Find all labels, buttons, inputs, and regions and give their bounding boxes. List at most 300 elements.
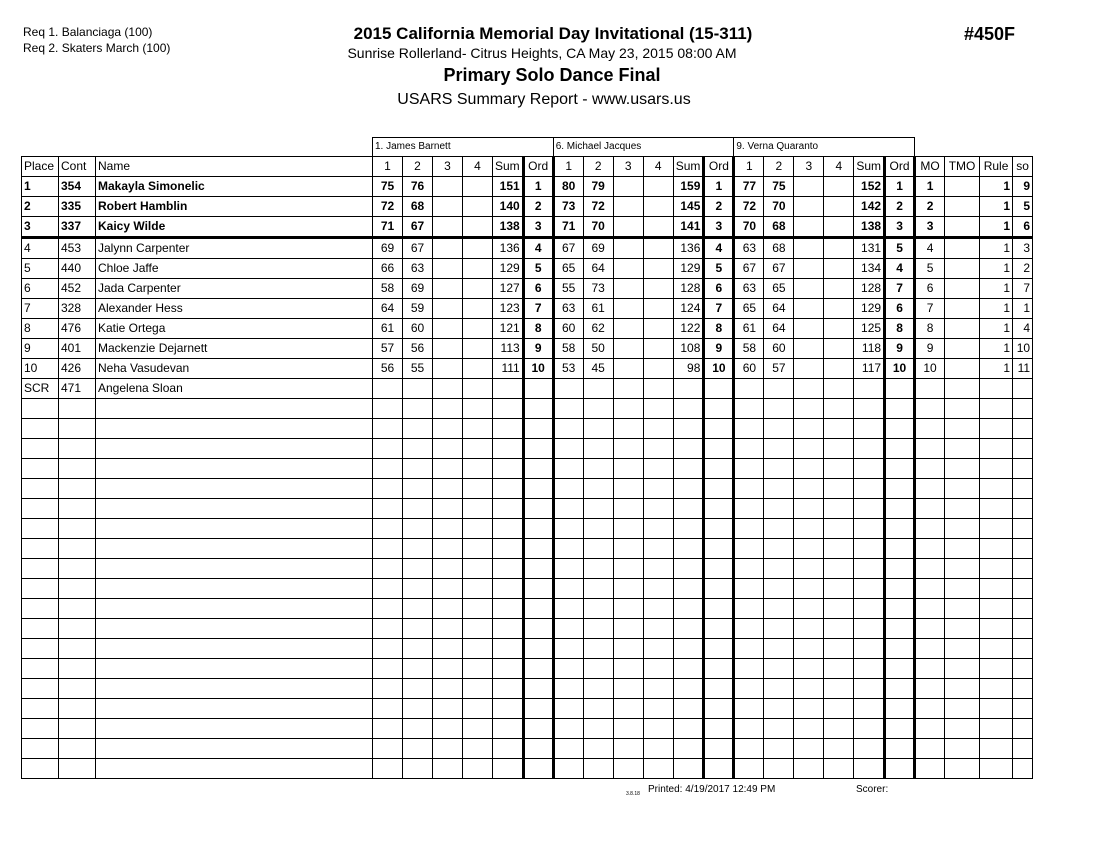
empty-cell xyxy=(583,539,613,559)
column-header-row xyxy=(22,157,1033,177)
empty-cell xyxy=(945,639,980,659)
empty-cell xyxy=(433,399,463,419)
empty-cell xyxy=(643,699,673,719)
empty-cell xyxy=(493,499,524,519)
score-cell xyxy=(433,238,463,259)
score-cell xyxy=(463,299,493,319)
empty-cell xyxy=(643,479,673,499)
empty-cell xyxy=(22,759,59,779)
place-cell: 7 xyxy=(22,299,59,319)
score-cell xyxy=(613,359,643,379)
empty-cell xyxy=(433,719,463,739)
empty-cell xyxy=(980,479,1013,499)
column-header: Name xyxy=(96,157,373,177)
sum-cell: 136 xyxy=(673,238,704,259)
score-cell xyxy=(463,259,493,279)
event-number: #450F xyxy=(964,24,1016,44)
score-cell xyxy=(613,197,643,217)
empty-cell xyxy=(794,559,824,579)
empty-cell xyxy=(22,659,59,679)
empty-cell xyxy=(854,579,885,599)
sum-cell: 152 xyxy=(854,177,885,197)
mo-cell: 10 xyxy=(915,359,945,379)
score-cell xyxy=(794,238,824,259)
score-cell: 75 xyxy=(764,177,794,197)
ordinal-cell: 1 xyxy=(704,177,734,197)
empty-cell xyxy=(764,479,794,499)
empty-cell xyxy=(643,459,673,479)
empty-cell xyxy=(59,579,96,599)
empty-cell xyxy=(980,619,1013,639)
empty-cell xyxy=(96,459,373,479)
empty-cell xyxy=(22,639,59,659)
empty-cell xyxy=(96,579,373,599)
empty-cell xyxy=(59,759,96,779)
sum-cell xyxy=(493,379,524,399)
empty-cell xyxy=(463,559,493,579)
empty-cell xyxy=(794,759,824,779)
empty-cell xyxy=(824,479,854,499)
empty-cell xyxy=(885,419,915,439)
report-subtitle: USARS Summary Report - www.usars.us xyxy=(397,91,691,108)
sum-cell xyxy=(673,379,704,399)
sum-cell: 117 xyxy=(854,359,885,379)
tmo-cell xyxy=(945,319,980,339)
score-cell xyxy=(433,319,463,339)
empty-cell xyxy=(59,459,96,479)
empty-cell xyxy=(885,439,915,459)
column-header: 1 xyxy=(553,157,583,177)
place-cell: 6 xyxy=(22,279,59,299)
empty-cell xyxy=(493,419,524,439)
empty-cell xyxy=(613,699,643,719)
score-cell: 68 xyxy=(764,217,794,238)
sum-cell: 129 xyxy=(673,259,704,279)
empty-cell xyxy=(59,479,96,499)
mo-cell: 3 xyxy=(915,217,945,238)
ordinal-cell: 7 xyxy=(704,299,734,319)
empty-cell xyxy=(824,679,854,699)
skater-name-cell: Mackenzie Dejarnett xyxy=(96,339,373,359)
empty-cell xyxy=(673,579,704,599)
empty-cell xyxy=(643,399,673,419)
empty-cell xyxy=(433,759,463,779)
empty-cell xyxy=(96,439,373,459)
empty-cell xyxy=(854,459,885,479)
so-cell: 7 xyxy=(1013,279,1033,299)
empty-cell xyxy=(980,419,1013,439)
empty-cell xyxy=(734,759,764,779)
empty-cell xyxy=(583,719,613,739)
empty-cell xyxy=(673,559,704,579)
empty-cell xyxy=(673,619,704,639)
score-cell xyxy=(794,279,824,299)
empty-cell xyxy=(885,659,915,679)
empty-cell xyxy=(704,759,734,779)
empty-cell xyxy=(945,699,980,719)
score-cell: 72 xyxy=(583,197,613,217)
empty-cell xyxy=(613,559,643,579)
empty-cell xyxy=(1013,399,1033,419)
contestant-number-cell: 328 xyxy=(59,299,96,319)
mo-cell: 6 xyxy=(915,279,945,299)
empty-cell xyxy=(403,399,433,419)
empty-cell xyxy=(673,739,704,759)
empty-cell xyxy=(704,719,734,739)
empty-cell xyxy=(22,619,59,639)
table-row xyxy=(22,279,1033,299)
empty-cell xyxy=(373,699,403,719)
sum-cell: 140 xyxy=(493,197,524,217)
empty-cell xyxy=(523,459,553,479)
empty-cell xyxy=(59,499,96,519)
sum-cell: 159 xyxy=(673,177,704,197)
ordinal-cell: 8 xyxy=(885,319,915,339)
sum-cell: 123 xyxy=(493,299,524,319)
empty-cell xyxy=(945,499,980,519)
empty-cell xyxy=(704,659,734,679)
rule-cell: 1 xyxy=(980,359,1013,379)
empty-row xyxy=(22,699,1033,719)
empty-cell xyxy=(373,719,403,739)
empty-row xyxy=(22,559,1033,579)
empty-cell xyxy=(59,539,96,559)
score-cell: 66 xyxy=(373,259,403,279)
score-cell: 57 xyxy=(764,359,794,379)
empty-cell xyxy=(1013,479,1033,499)
empty-cell xyxy=(583,759,613,779)
empty-cell xyxy=(980,559,1013,579)
empty-cell xyxy=(613,639,643,659)
empty-cell xyxy=(583,479,613,499)
empty-cell xyxy=(373,539,403,559)
empty-cell xyxy=(673,759,704,779)
score-cell: 64 xyxy=(583,259,613,279)
score-cell: 64 xyxy=(764,319,794,339)
empty-cell xyxy=(1013,539,1033,559)
empty-cell xyxy=(1013,699,1033,719)
empty-cell xyxy=(1013,559,1033,579)
column-header: TMO xyxy=(945,157,980,177)
empty-cell xyxy=(373,419,403,439)
score-cell: 63 xyxy=(734,279,764,299)
ordinal-cell: 4 xyxy=(704,238,734,259)
score-cell xyxy=(824,197,854,217)
empty-cell xyxy=(734,499,764,519)
empty-cell xyxy=(673,679,704,699)
empty-cell xyxy=(794,439,824,459)
empty-cell xyxy=(553,639,583,659)
score-cell: 73 xyxy=(553,197,583,217)
sum-cell: 108 xyxy=(673,339,704,359)
empty-cell xyxy=(885,559,915,579)
mo-cell: 9 xyxy=(915,339,945,359)
empty-row xyxy=(22,579,1033,599)
empty-cell xyxy=(854,699,885,719)
empty-cell xyxy=(854,759,885,779)
score-cell xyxy=(643,197,673,217)
empty-row xyxy=(22,599,1033,619)
empty-row xyxy=(22,739,1033,759)
empty-cell xyxy=(373,439,403,459)
judge-6-name: 6. Michael Jacques xyxy=(553,138,734,157)
empty-cell xyxy=(433,659,463,679)
so-cell: 11 xyxy=(1013,359,1033,379)
score-cell: 73 xyxy=(583,279,613,299)
printed-stamp: Printed: 4/19/2017 12:49 PM xyxy=(648,784,776,795)
empty-cell xyxy=(22,399,59,419)
score-cell: 64 xyxy=(764,299,794,319)
place-cell: 3 xyxy=(22,217,59,238)
score-cell: 67 xyxy=(764,259,794,279)
score-cell xyxy=(643,299,673,319)
empty-cell xyxy=(59,559,96,579)
sum-cell: 111 xyxy=(493,359,524,379)
score-cell xyxy=(553,379,583,399)
empty-cell xyxy=(794,639,824,659)
empty-cell xyxy=(643,539,673,559)
empty-cell xyxy=(980,739,1013,759)
score-cell: 70 xyxy=(734,217,764,238)
tmo-cell xyxy=(945,299,980,319)
empty-cell xyxy=(1013,739,1033,759)
empty-cell xyxy=(493,659,524,679)
empty-cell xyxy=(885,459,915,479)
empty-cell xyxy=(96,699,373,719)
empty-row xyxy=(22,659,1033,679)
empty-cell xyxy=(403,419,433,439)
empty-cell xyxy=(523,679,553,699)
empty-cell xyxy=(493,519,524,539)
empty-cell xyxy=(523,639,553,659)
empty-cell xyxy=(493,399,524,419)
score-cell xyxy=(433,279,463,299)
empty-cell xyxy=(373,399,403,419)
empty-cell xyxy=(885,619,915,639)
empty-cell xyxy=(673,499,704,519)
empty-cell xyxy=(403,579,433,599)
rule-cell: 1 xyxy=(980,279,1013,299)
empty-row xyxy=(22,719,1033,739)
empty-cell xyxy=(523,519,553,539)
empty-cell xyxy=(980,519,1013,539)
contestant-number-cell: 335 xyxy=(59,197,96,217)
empty-cell xyxy=(613,479,643,499)
score-cell xyxy=(794,197,824,217)
empty-cell xyxy=(915,719,945,739)
empty-cell xyxy=(493,459,524,479)
empty-cell xyxy=(583,519,613,539)
empty-cell xyxy=(433,459,463,479)
ordinal-cell: 10 xyxy=(885,359,915,379)
empty-cell xyxy=(734,659,764,679)
score-cell xyxy=(794,339,824,359)
empty-cell xyxy=(915,499,945,519)
ordinal-cell: 7 xyxy=(523,299,553,319)
empty-cell xyxy=(463,599,493,619)
table-row xyxy=(22,238,1033,259)
empty-row xyxy=(22,519,1033,539)
so-cell: 9 xyxy=(1013,177,1033,197)
score-cell: 71 xyxy=(373,217,403,238)
score-cell: 45 xyxy=(583,359,613,379)
empty-cell xyxy=(945,679,980,699)
empty-cell xyxy=(704,499,734,519)
empty-cell xyxy=(643,679,673,699)
judge-9-name: 9. Verna Quaranto xyxy=(734,138,915,157)
empty-cell xyxy=(945,519,980,539)
empty-cell xyxy=(980,539,1013,559)
empty-cell xyxy=(433,639,463,659)
skater-name-cell: Neha Vasudevan xyxy=(96,359,373,379)
score-cell: 69 xyxy=(373,238,403,259)
empty-cell xyxy=(96,479,373,499)
score-cell xyxy=(613,217,643,238)
empty-cell xyxy=(613,459,643,479)
score-cell: 58 xyxy=(553,339,583,359)
empty-cell xyxy=(553,719,583,739)
empty-cell xyxy=(885,599,915,619)
empty-cell xyxy=(704,679,734,699)
score-cell xyxy=(643,217,673,238)
score-cell: 71 xyxy=(553,217,583,238)
empty-cell xyxy=(734,539,764,559)
empty-cell xyxy=(854,719,885,739)
place-cell: 5 xyxy=(22,259,59,279)
score-cell xyxy=(794,259,824,279)
score-cell xyxy=(824,259,854,279)
empty-cell xyxy=(22,499,59,519)
empty-cell xyxy=(463,699,493,719)
empty-cell xyxy=(915,619,945,639)
empty-cell xyxy=(734,719,764,739)
empty-cell xyxy=(764,659,794,679)
skater-name-cell: Katie Ortega xyxy=(96,319,373,339)
judge-1-name: 1. James Barnett xyxy=(373,138,554,157)
score-cell xyxy=(824,238,854,259)
empty-cell xyxy=(980,599,1013,619)
empty-cell xyxy=(854,419,885,439)
empty-cell xyxy=(433,479,463,499)
empty-cell xyxy=(824,659,854,679)
rule-cell: 1 xyxy=(980,197,1013,217)
score-cell xyxy=(643,339,673,359)
empty-cell xyxy=(96,739,373,759)
empty-cell xyxy=(59,519,96,539)
empty-cell xyxy=(463,439,493,459)
empty-cell xyxy=(433,559,463,579)
ordinal-cell: 5 xyxy=(523,259,553,279)
ordinal-cell: 2 xyxy=(885,197,915,217)
empty-cell xyxy=(403,459,433,479)
empty-cell xyxy=(373,559,403,579)
empty-cell xyxy=(373,679,403,699)
empty-cell xyxy=(1013,459,1033,479)
sum-cell: 128 xyxy=(854,279,885,299)
skater-name-cell: Alexander Hess xyxy=(96,299,373,319)
version-stamp: 3.8.18 xyxy=(626,791,640,797)
column-header: 2 xyxy=(764,157,794,177)
table-row xyxy=(22,319,1033,339)
empty-cell xyxy=(704,639,734,659)
empty-cell xyxy=(433,599,463,619)
empty-cell xyxy=(673,699,704,719)
sum-cell: 136 xyxy=(493,238,524,259)
empty-cell xyxy=(734,459,764,479)
empty-cell xyxy=(643,599,673,619)
score-cell xyxy=(613,177,643,197)
empty-cell xyxy=(980,499,1013,519)
mo-cell: 7 xyxy=(915,299,945,319)
tmo-cell xyxy=(945,197,980,217)
empty-cell xyxy=(583,439,613,459)
empty-cell xyxy=(794,699,824,719)
empty-cell xyxy=(704,479,734,499)
score-cell: 70 xyxy=(583,217,613,238)
empty-cell xyxy=(373,599,403,619)
empty-cell xyxy=(794,459,824,479)
empty-cell xyxy=(96,519,373,539)
score-cell: 58 xyxy=(373,279,403,299)
empty-cell xyxy=(764,759,794,779)
empty-cell xyxy=(704,399,734,419)
empty-cell xyxy=(980,639,1013,659)
table-row xyxy=(22,197,1033,217)
empty-cell xyxy=(915,699,945,719)
mo-cell: 5 xyxy=(915,259,945,279)
score-cell: 68 xyxy=(403,197,433,217)
column-header: Ord xyxy=(523,157,553,177)
empty-cell xyxy=(523,479,553,499)
empty-cell xyxy=(1013,499,1033,519)
empty-cell xyxy=(463,399,493,419)
empty-cell xyxy=(96,759,373,779)
place-cell: 9 xyxy=(22,339,59,359)
empty-cell xyxy=(915,559,945,579)
empty-cell xyxy=(583,739,613,759)
report-title: 2015 California Memorial Day Invitational (15-311) xyxy=(353,24,753,43)
empty-cell xyxy=(643,759,673,779)
score-cell xyxy=(643,259,673,279)
score-cell xyxy=(824,279,854,299)
empty-cell xyxy=(673,599,704,619)
empty-cell xyxy=(553,699,583,719)
score-cell: 58 xyxy=(734,339,764,359)
empty-cell xyxy=(734,679,764,699)
empty-cell xyxy=(643,499,673,519)
so-cell: 2 xyxy=(1013,259,1033,279)
table-row xyxy=(22,217,1033,238)
ordinal-cell: 6 xyxy=(523,279,553,299)
column-header: 1 xyxy=(734,157,764,177)
score-cell xyxy=(794,379,824,399)
ordinal-cell: 9 xyxy=(704,339,734,359)
empty-cell xyxy=(22,479,59,499)
empty-cell xyxy=(673,479,704,499)
empty-cell xyxy=(915,659,945,679)
empty-cell xyxy=(794,499,824,519)
rule-cell: 1 xyxy=(980,217,1013,238)
score-cell: 61 xyxy=(373,319,403,339)
empty-cell xyxy=(1013,639,1033,659)
empty-cell xyxy=(1013,719,1033,739)
empty-cell xyxy=(794,659,824,679)
empty-cell xyxy=(734,419,764,439)
score-cell xyxy=(463,197,493,217)
empty-cell xyxy=(764,439,794,459)
empty-cell xyxy=(1013,579,1033,599)
empty-cell xyxy=(764,639,794,659)
